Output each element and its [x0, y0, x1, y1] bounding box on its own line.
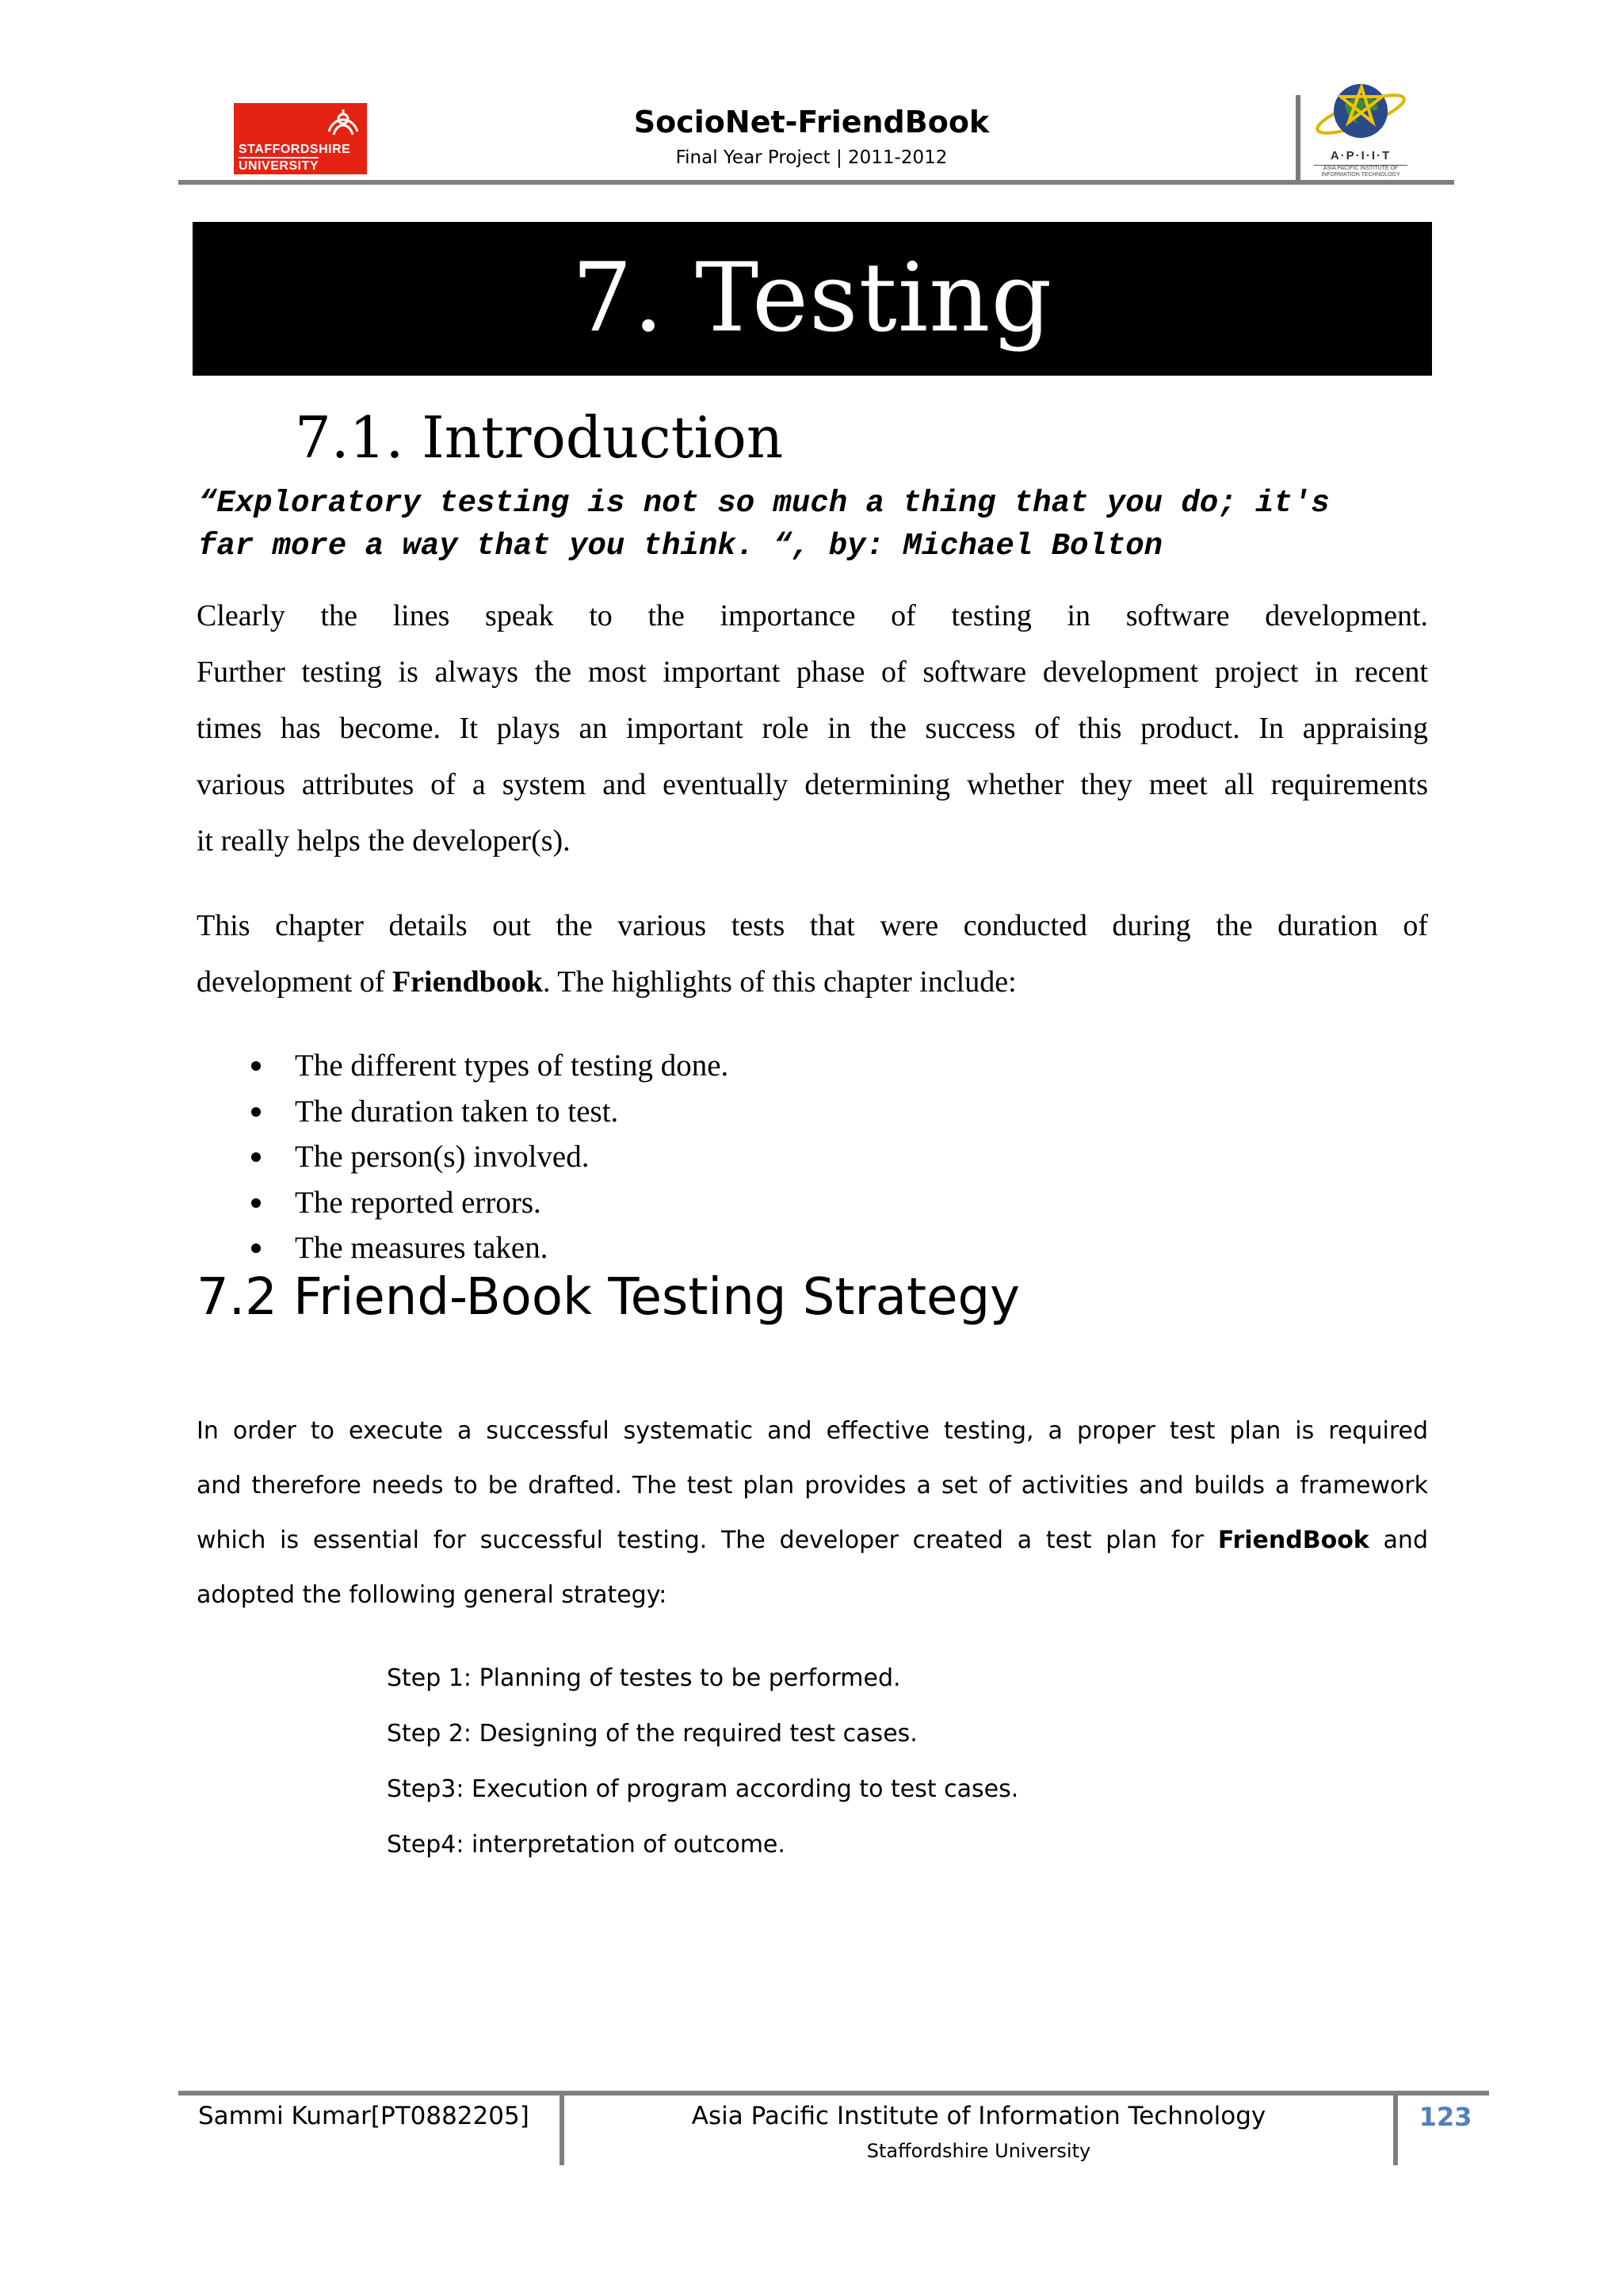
bullet-icon: [251, 1244, 261, 1253]
section-heading-strategy: 7.2 Friend-Book Testing Strategy: [197, 1268, 1020, 1327]
logo-line1: STAFFORDSHIRE: [239, 143, 351, 156]
paragraph-line: Clearly the lines speak to the importance of testing in software development.: [197, 599, 1428, 632]
step-item: Step 2: Designing of the required test cases.: [387, 1720, 918, 1748]
epigraph-quote: [198, 482, 1434, 567]
paragraph-text: which is essential for successful testing. The developer created a test plan for: [197, 1526, 1218, 1554]
header-rule: [178, 180, 1454, 185]
list-item: [238, 1180, 728, 1226]
highlights-list: [238, 1043, 728, 1271]
paragraph-line: [197, 954, 1428, 1010]
section-heading-introduction: 7.1. Introduction: [295, 404, 784, 471]
strategy-steps: [387, 1651, 1018, 1873]
chapter-title: 7. Testing: [571, 243, 1053, 353]
list-item-text: The duration taken to test.: [295, 1094, 619, 1129]
paragraph-line: various attributes of a system and eventually determining whether they meet all requirements: [197, 768, 1428, 801]
list-item-text: The measures taken.: [295, 1231, 548, 1265]
logo-line2: UNIVERSITY: [239, 157, 319, 174]
footer-institute: Asia Pacific Institute of Information Technology: [691, 2102, 1266, 2130]
paragraph-text: . The highlights of this chapter include:: [542, 965, 1017, 999]
paragraph-text: and: [1369, 1526, 1428, 1554]
list-item-text: The person(s) involved.: [295, 1140, 590, 1174]
paragraph-line: and therefore needs to be drafted. The test plan provides a set of activities and builds a framework: [197, 1472, 1428, 1499]
paragraph-line: times has become. It plays an important role in the success of this product. In appraising: [197, 712, 1428, 745]
header-divider: [1296, 95, 1300, 182]
bullet-icon: [251, 1061, 261, 1071]
intro-paragraph-2: [197, 898, 1428, 1010]
chapter-banner: [193, 222, 1432, 376]
list-item-text: The reported errors.: [295, 1185, 541, 1220]
bullet-icon: [251, 1152, 261, 1162]
intro-paragraph-1: [197, 588, 1428, 869]
header-title: SocioNet-FriendBook: [633, 105, 990, 139]
paragraph-line: adopted the following general strategy:: [197, 1581, 667, 1609]
list-item: [238, 1225, 728, 1271]
paragraph-line: [197, 1513, 1428, 1568]
header-subtitle: Final Year Project | 2011-2012: [675, 147, 948, 168]
quote-line-2: far more a way that you think. “, by: Michael Bolton: [198, 529, 1163, 563]
bullet-icon: [251, 1198, 261, 1208]
paragraph-line: In order to execute a successful systematic and effective testing, a proper test plan is required: [197, 1417, 1428, 1445]
paragraph-text: development of: [197, 965, 392, 999]
step-item: Step3: Execution of program according to test cases.: [387, 1775, 1019, 1803]
page-number: 123: [1419, 2102, 1472, 2132]
list-item: [238, 1043, 728, 1089]
list-item: [238, 1089, 728, 1135]
quote-line-1: “Exploratory testing is not so much a thing that you do; it's: [198, 486, 1330, 521]
apiit-logo-subtext: ASIA PACIFIC INSTITUTE OF INFORMATION TECHNOLOGY: [1314, 165, 1407, 178]
footer-university: Staffordshire University: [866, 2140, 1091, 2162]
step-item: Step 1: Planning of testes to be performed.: [387, 1664, 901, 1692]
apiit-logo-text: A·P·I·I·T: [1330, 149, 1392, 162]
bullet-icon: [251, 1107, 261, 1117]
step-item: Step4: interpretation of outcome.: [387, 1831, 785, 1859]
paragraph-line: Further testing is always the most important phase of software development project in recent: [197, 655, 1428, 689]
strategy-paragraph: [197, 1404, 1428, 1622]
footer-author: Sammi Kumar[PT0882205]: [198, 2102, 529, 2130]
paragraph-line: This chapter details out the various tests that were conducted during the duration of: [197, 909, 1428, 942]
friendbook-bold: Friendbook: [391, 965, 543, 999]
paragraph-line: it really helps the developer(s).: [197, 824, 571, 858]
list-item: [238, 1134, 728, 1180]
list-item-text: The different types of testing done.: [295, 1049, 729, 1083]
globe-icon: [1309, 73, 1412, 149]
friendbook-bold: FriendBook: [1217, 1526, 1369, 1554]
footer-rule: [178, 2091, 1489, 2095]
apiit-logo: [1309, 73, 1412, 178]
